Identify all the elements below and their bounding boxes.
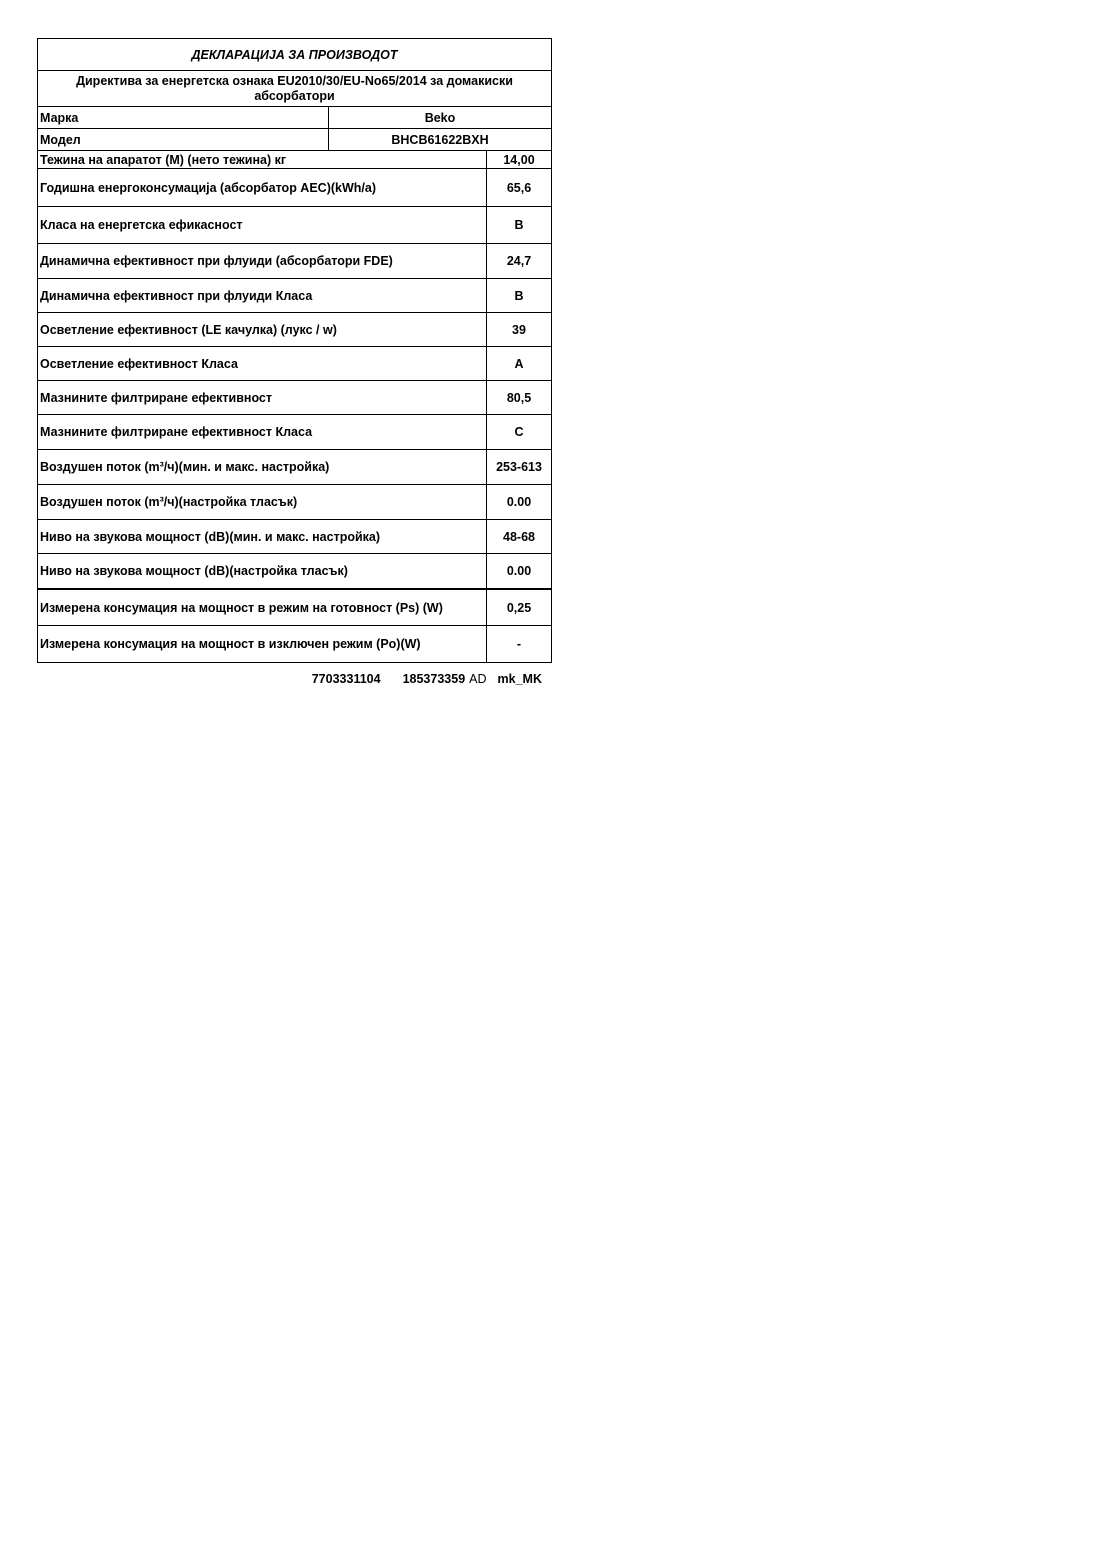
table-row xyxy=(38,554,551,590)
row-label: Измерена консумация на мощност в изключен режим (Po)(W) xyxy=(40,637,421,651)
table-row xyxy=(38,151,551,169)
row-label: Ниво на звукова мощност (dB)(мин. и макс. настройка) xyxy=(40,529,381,544)
row-value: 39 xyxy=(486,313,551,346)
declaration-table xyxy=(37,38,552,663)
footer-code-2: 185373359 xyxy=(402,672,466,686)
table-row xyxy=(38,279,551,313)
table-row xyxy=(38,169,551,207)
row-label: Осветление ефективност (LE качулка) (лукс / w) xyxy=(40,322,337,337)
row-label: Воздушен поток (m³/ч)(мин. и макс. настройка) xyxy=(40,460,330,474)
table-row xyxy=(38,626,551,662)
model-label: Модел xyxy=(40,132,81,147)
footer-locale: mk_MK xyxy=(497,672,542,686)
table-row xyxy=(38,520,551,554)
row-value: 0.00 xyxy=(486,485,551,519)
row-label: Измерена консумация на мощност в режим на готовност (Ps) (W) xyxy=(40,600,443,615)
row-value: 65,6 xyxy=(486,169,551,206)
declaration-title: ДЕКЛАРАЦИЈА ЗА ПРОИЗВОДОТ xyxy=(38,39,551,71)
row-label: Динамична ефективност при флуиди (абсорбатори FDE) xyxy=(40,254,393,268)
footer-code-1: 7703331104 xyxy=(311,672,381,686)
table-row xyxy=(38,590,551,626)
row-value: - xyxy=(486,626,551,662)
row-label: Мазнините филтриране ефективност Класа xyxy=(40,425,313,439)
row-value: 24,7 xyxy=(486,244,551,278)
row-label: Годишна енергоконсумација (абсорбатор AEC)(kWh/a) xyxy=(40,180,376,195)
brand-row xyxy=(38,107,551,129)
table-row xyxy=(38,381,551,415)
row-value: 0.00 xyxy=(486,554,551,588)
table-row xyxy=(38,485,551,520)
row-value: A xyxy=(486,347,551,380)
row-value: C xyxy=(486,415,551,449)
product-declaration-sheet xyxy=(37,38,552,686)
row-value: B xyxy=(486,207,551,243)
model-row xyxy=(38,129,551,151)
table-row xyxy=(38,244,551,279)
table-row xyxy=(38,313,551,347)
row-value: 253-613 xyxy=(486,450,551,484)
row-label: Воздушен поток (m³/ч)(настройка тласък) xyxy=(40,495,298,509)
table-row xyxy=(38,415,551,450)
row-value: 0,25 xyxy=(486,590,551,625)
footer-suffix: AD xyxy=(469,672,487,686)
row-value: 14,00 xyxy=(486,151,551,168)
row-label: Осветление ефективност Класа xyxy=(40,356,238,371)
brand-label: Марка xyxy=(40,110,79,125)
row-label: Динамична ефективност при флуиди Класа xyxy=(40,288,313,303)
row-value: 48-68 xyxy=(486,520,551,553)
row-value: 80,5 xyxy=(486,381,551,414)
directive-text: Директива за енергетска ознака EU2010/30/EU-No65/2014 за домакиски абсорбатори xyxy=(38,71,551,107)
row-label: Мазнините филтриране ефективност xyxy=(40,390,272,405)
table-row xyxy=(38,450,551,485)
model-value: BHCB61622BXH xyxy=(328,129,551,150)
row-label: Класа на енергетска ефикасност xyxy=(40,218,243,232)
row-label: Тежина на апаратот (M) (нето тежина) кг xyxy=(40,152,287,167)
table-row xyxy=(38,347,551,381)
brand-value: Beko xyxy=(328,107,551,128)
table-row xyxy=(38,207,551,244)
row-label: Ниво на звукова мощност (dB)(настройка тласък) xyxy=(40,564,348,578)
row-value: B xyxy=(486,279,551,312)
document-footer xyxy=(37,672,552,686)
